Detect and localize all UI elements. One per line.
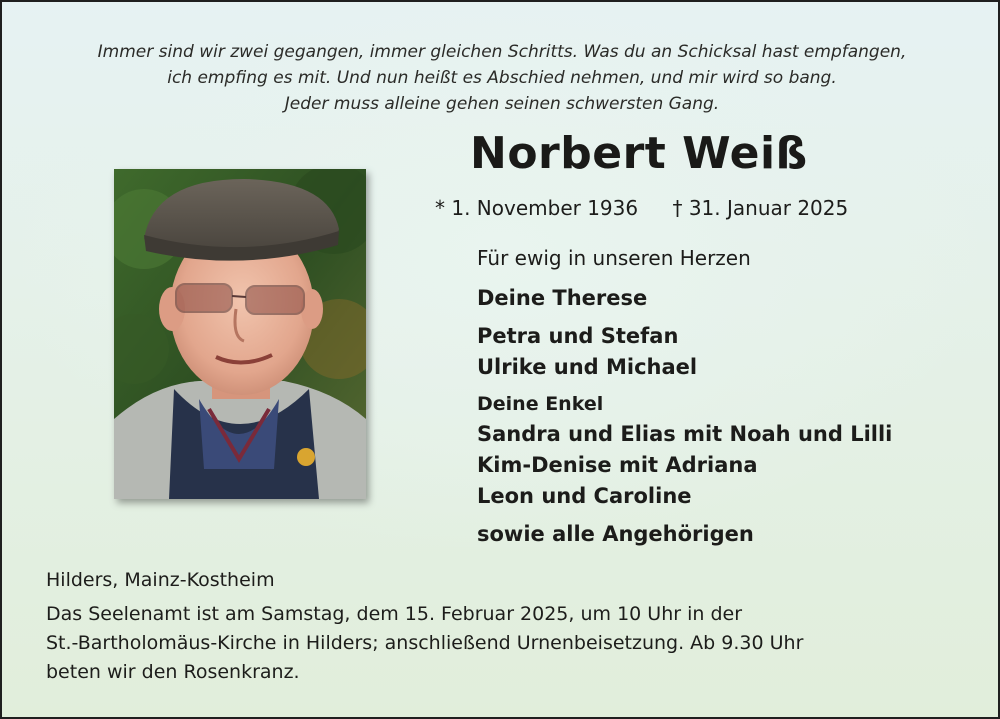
poem-line: Jeder muss alleine gehen seinen schwersten Gang. [284,94,720,114]
birth-date: * 1. November 1936 [435,196,639,220]
children-line: Ulrike und Michael [477,355,698,379]
death-date: † 31. Januar 2025 [672,196,849,220]
grandchildren-line: Sandra und Elias mit Noah und Lilli [477,422,893,446]
notice-line: St.-Bartholomäus-Kirche in Hilders; anschließend Urnenbeisetzung. Ab 9.30 Uhr [46,632,804,654]
poem [42,39,962,117]
spouse: Deine Therese [477,286,648,310]
place-names: Hilders, Mainz-Kostheim [46,569,275,591]
funeral-notice [46,600,946,687]
relatives: sowie alle Angehörigen [477,522,754,546]
deceased-name: Norbert Weiß [470,128,808,179]
motto: Für ewig in unseren Herzen [477,246,751,270]
children-line: Petra und Stefan [477,324,679,348]
grandchildren-line: Leon und Caroline [477,484,692,508]
poem-line: ich empfing es mit. Und nun heißt es Abschied nehmen, und mir wird so bang. [167,68,837,88]
notice-line: beten wir den Rosenkranz. [46,661,300,683]
poem-line: Immer sind wir zwei gegangen, immer gleichen Schritts. Was du an Schicksal hast empfangen, [97,42,907,62]
grandchildren-line: Kim-Denise mit Adriana [477,453,758,477]
life-dates [435,196,848,220]
grandchildren-label: Deine Enkel [477,393,604,415]
notice-line: Das Seelenamt ist am Samstag, dem 15. Februar 2025, um 10 Uhr in der [46,603,743,625]
portrait-photo [114,169,366,499]
